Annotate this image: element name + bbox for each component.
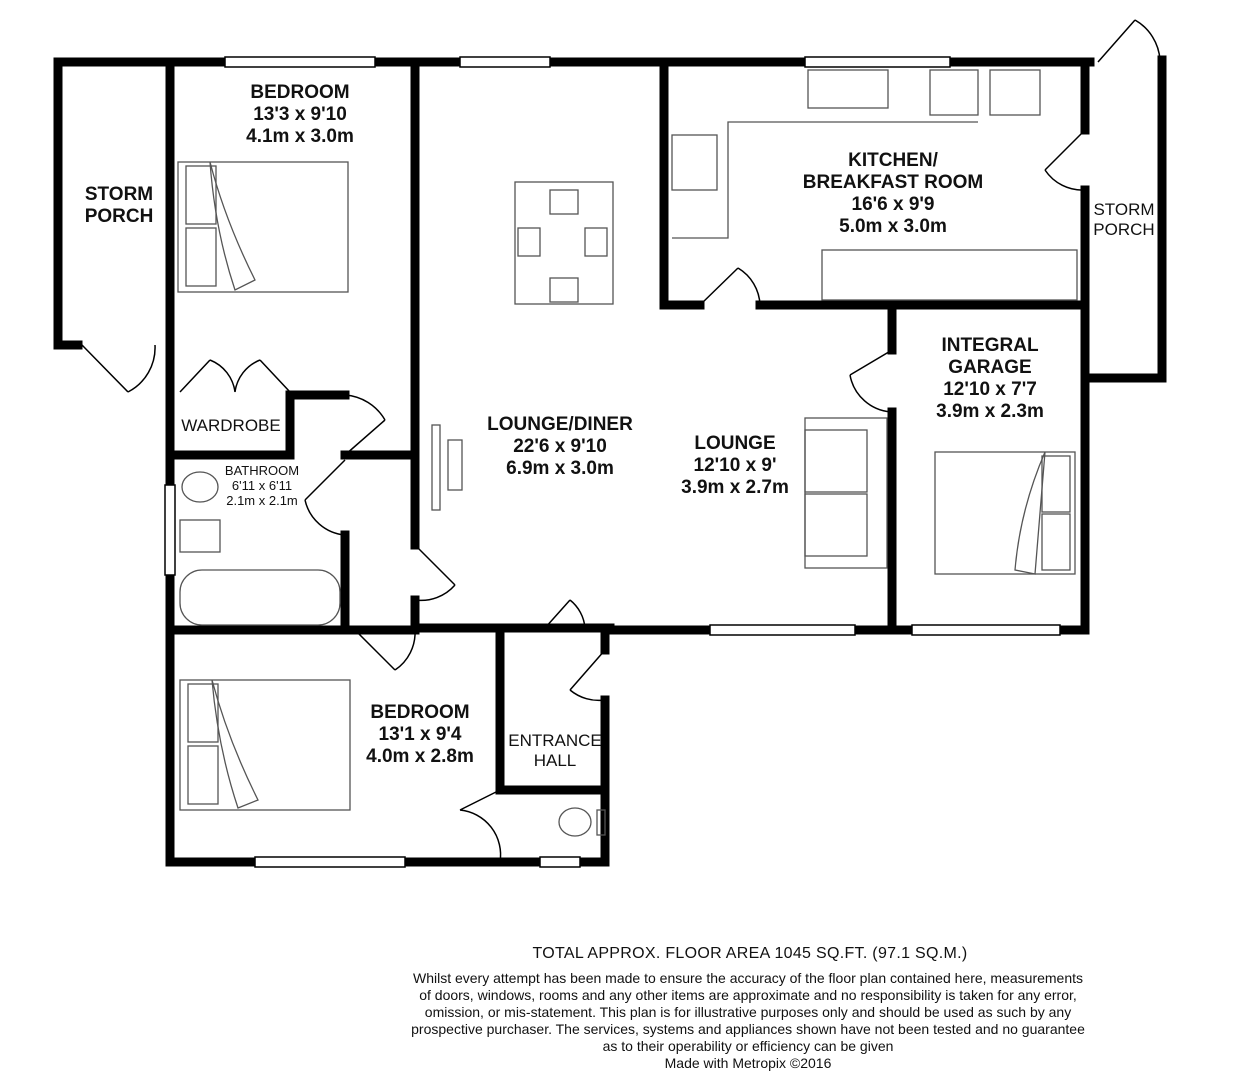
bath [180,570,340,625]
bed [935,452,1075,574]
room-dimensions-imperial: 22'6 x 9'10 [513,435,607,457]
room-dimensions-metric: 4.1m x 3.0m [246,125,354,147]
bed [178,162,348,292]
window [225,57,375,67]
room-label-garage [900,335,1080,422]
room-name-line1: ENTRANCE [508,731,602,750]
room-name-line2: BREAKFAST ROOM [802,171,984,193]
bed-cover [1015,452,1045,574]
room-dimensions-imperial: 13'1 x 9'4 [378,723,462,745]
sink [808,70,888,108]
chair [550,190,578,214]
window [912,625,1060,635]
room-name: BATHROOM [224,463,300,478]
bed-cover [210,162,255,290]
door-swing [355,630,415,670]
door-swing [82,345,155,392]
cooker [672,135,717,190]
room-label-lounge [655,433,815,499]
credit: Made with Metropix ©2016 [664,1055,832,1071]
window [165,485,175,575]
door-swing [1045,130,1085,190]
room-name-line2: PORCH [1093,219,1155,239]
room-label-bedroom2 [340,702,500,768]
room-name: BEDROOM [250,82,350,103]
sofa [805,418,887,568]
bed-cover [212,680,258,808]
disclaimer-line: Whilst every attempt has been made to ensure the accuracy of the floor plan contained here, measurements [412,970,1084,986]
total-area-text: TOTAL APPROX. FLOOR AREA 1045 SQ.FT. (97.1 SQ.M.) [532,945,968,962]
room-dimensions-metric: 2.1m x 2.1m [226,492,298,508]
room-dimensions-imperial: 13'3 x 9'10 [253,103,347,125]
door-swing [345,395,385,455]
room-dimensions-metric: 6.9m x 3.0m [506,457,614,479]
chair [550,278,578,302]
room-name-line2: HALL [533,750,577,770]
room-label-bedroom1 [200,82,400,148]
room-name-line2: PORCH [84,205,154,227]
room-label-storm-porch-left [66,184,172,228]
window [255,857,405,867]
room-name: WARDROBE [181,416,281,435]
disclaimer-line: prospective purchaser. The services, systems and appliances shown have not been tested and no guarantee [411,1021,1085,1037]
room-dimensions-imperial: 6'11 x 6'11 [231,477,293,493]
room-dimensions-metric: 3.9m x 2.3m [936,400,1044,422]
room-label-wardrobe [174,416,288,436]
chair [518,228,540,256]
room-dimensions-imperial: 16'6 x 9'9 [851,193,935,215]
room-label-kitchen [768,150,1018,237]
room-name-line1: STORM [84,184,154,205]
door-swing [700,268,760,305]
pillow [186,228,216,286]
dining-table [515,182,613,304]
room-dimensions-metric: 4.0m x 2.8m [366,745,474,767]
room-dimensions-metric: 5.0m x 3.0m [839,215,947,237]
room-label-storm-porch-right [1086,200,1162,239]
room-dimensions-imperial: 12'10 x 7'7 [943,378,1037,400]
room-name-line1: INTEGRAL [941,335,1039,356]
room-dimensions-imperial: 12'10 x 9' [693,454,777,476]
disclaimer [318,970,1178,1071]
basin [180,520,220,552]
room-name: LOUNGE/DINER [487,414,633,435]
bed [180,680,350,810]
kitchen-counter [822,250,1077,300]
disclaimer-line: omission, or mis-statement. This plan is for illustrative purposes only and should be used as such by any [424,1004,1072,1020]
door-swing [180,360,290,392]
window [710,625,855,635]
fireplace [432,425,440,510]
washing-machine [930,70,978,115]
room-name-line1: STORM [1093,200,1155,219]
pillow [1042,456,1070,512]
room-label-lounge-diner [460,414,660,480]
room-dimensions-metric: 3.9m x 2.7m [681,476,789,498]
room-name: LOUNGE [694,433,776,454]
floor-area-total [300,945,1200,963]
pillow [188,746,218,804]
room-name-line2: GARAGE [948,356,1032,378]
room-label-entrance-hall [503,731,607,770]
door-swing [1098,20,1160,62]
window [805,57,950,67]
window [540,857,580,867]
room-name-line1: KITCHEN/ [848,150,938,171]
door-swing [850,350,892,412]
chair [585,228,607,256]
room-name: BEDROOM [370,702,470,723]
window [460,57,550,67]
disclaimer-line: of doors, windows, rooms and any other items are approximate and no responsibility is taken for any error, [419,987,1077,1003]
fridge-freezer [990,70,1040,115]
door-swing [570,650,605,700]
disclaimer-line: as to their operability or efficiency can be given [602,1038,894,1054]
pillow [1042,514,1070,570]
room-label-bathroom [212,464,312,509]
door-swing [415,545,455,600]
toilet [559,808,591,836]
wall-bathroom-right [170,535,345,630]
door-swing [460,790,501,862]
sofa-cushion [805,494,867,556]
